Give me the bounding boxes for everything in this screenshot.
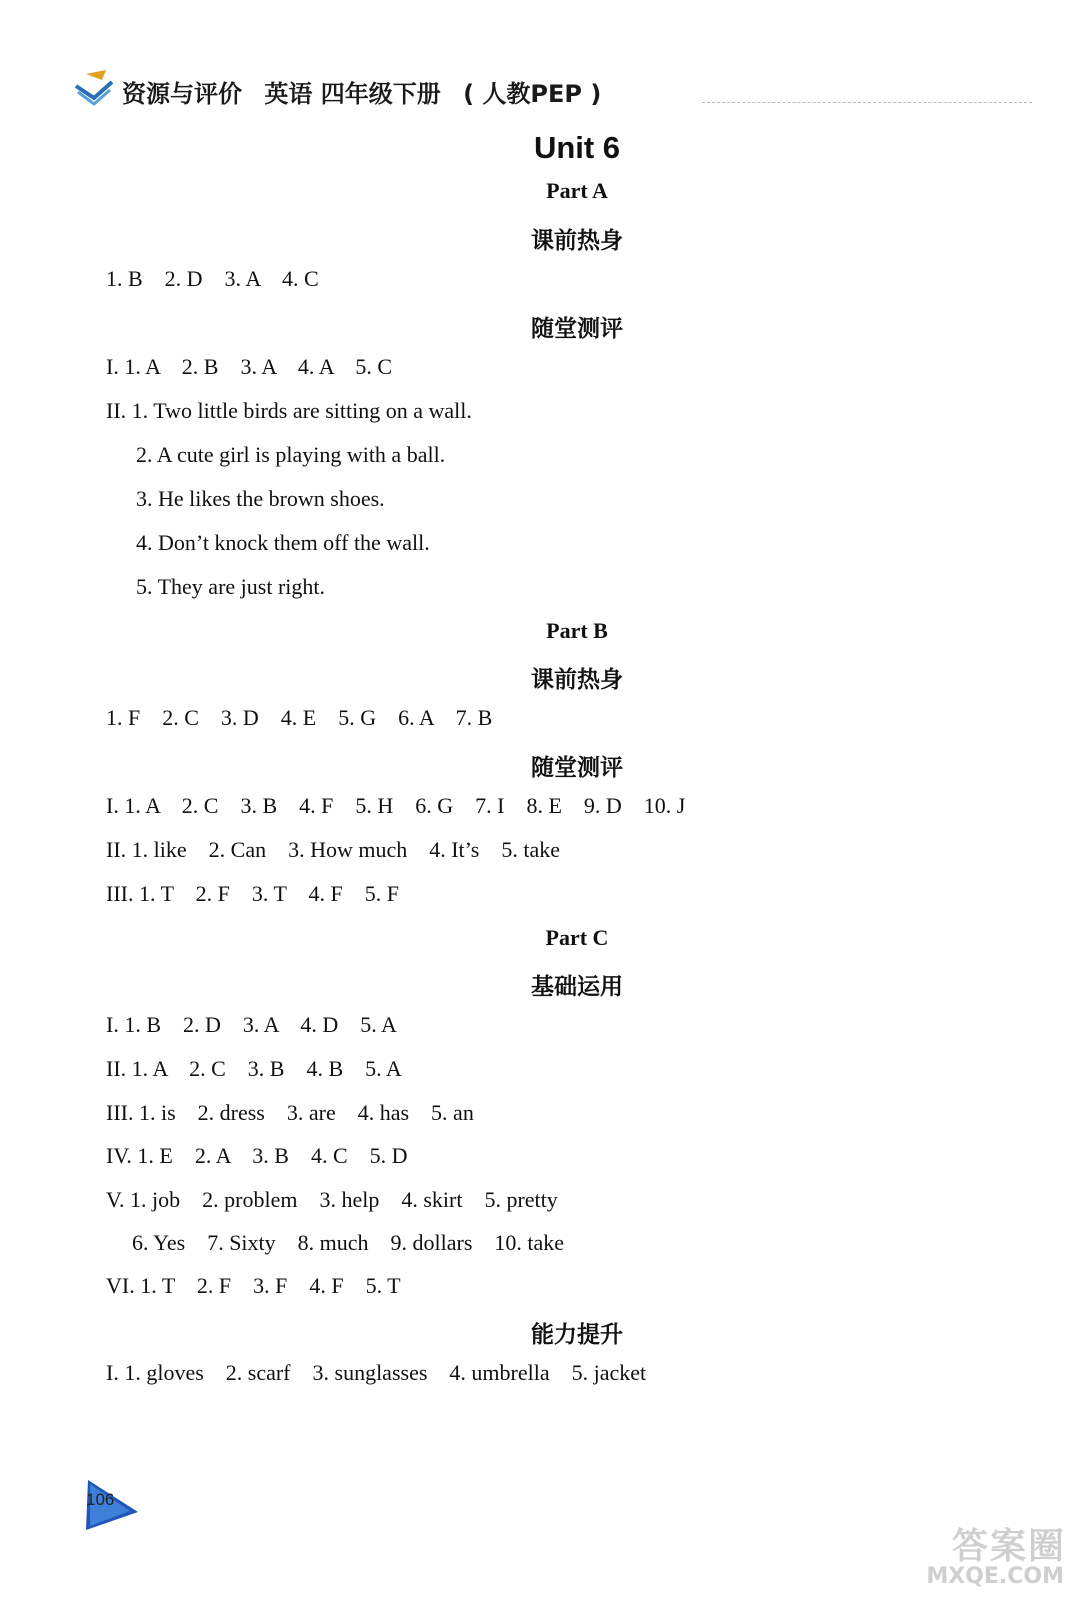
page-number-badge <box>82 1478 142 1534</box>
header-book: 资源与评价 <box>122 80 242 108</box>
part-a-test-ii-3: 3. He likes the brown shoes. <box>136 486 385 511</box>
header-subject: 英语 四年级下册 <box>264 80 441 108</box>
part-b-warmup-title: 课前热身 <box>531 667 623 693</box>
part-a-test-i: I. 1. A 2. B 3. A 4. A 5. C <box>106 354 393 379</box>
part-a-test-ii-5: 5. They are just right. <box>136 574 325 599</box>
part-c-i: I. 1. B 2. D 3. A 4. D 5. A <box>106 1012 397 1037</box>
part-c-v-1: V. 1. job 2. problem 3. help 4. skirt 5. pretty <box>106 1187 558 1212</box>
part-a-test-ii-4: 4. Don’t knock them off the wall. <box>136 530 430 555</box>
part-c-v-2: 6. Yes 7. Sixty 8. much 9. dollars 10. take <box>132 1230 565 1255</box>
watermark-logo: 答案圈 <box>951 1526 1066 1567</box>
part-c-ability-i: I. 1. gloves 2. scarf 3. sunglasses 4. umbrella 5. jacket <box>106 1360 647 1385</box>
part-a-warmup-answers: 1. B 2. D 3. A 4. C <box>106 266 319 291</box>
part-c-title: Part C <box>545 925 609 950</box>
watermark-url: MXQE.COM <box>926 1564 1064 1589</box>
part-b-title: Part B <box>546 618 608 643</box>
part-c-basic-title: 基础运用 <box>531 974 623 1000</box>
part-a-test-title: 随堂测评 <box>531 316 623 342</box>
header-edition: ( 人教PEP ) <box>463 80 602 108</box>
part-b-test-title: 随堂测评 <box>531 755 623 781</box>
part-a-title: Part A <box>546 178 608 203</box>
part-a-warmup-title: 课前热身 <box>531 228 623 254</box>
header-rule <box>702 102 1032 103</box>
part-c-vi: VI. 1. T 2. F 3. F 4. F 5. T <box>106 1273 401 1298</box>
part-c-iv: IV. 1. E 2. A 3. B 4. C 5. D <box>106 1143 408 1168</box>
book-logo-icon <box>72 68 116 108</box>
page-header <box>72 68 1032 112</box>
part-c-ability-title: 能力提升 <box>531 1322 623 1348</box>
part-b-test-ii: II. 1. like 2. Can 3. How much 4. It’s 5. take <box>106 837 560 862</box>
part-b-test-iii: III. 1. T 2. F 3. T 4. F 5. F <box>106 881 399 906</box>
page-number: 106 <box>86 1490 115 1509</box>
unit-title: Unit 6 <box>533 130 621 165</box>
part-c-iii: III. 1. is 2. dress 3. are 4. has 5. an <box>106 1100 474 1125</box>
part-a-test-ii-1: II. 1. Two little birds are sitting on a wall. <box>106 398 472 423</box>
header-title <box>122 74 615 109</box>
watermark <box>902 1518 1072 1594</box>
part-b-warmup-answers: 1. F 2. C 3. D 4. E 5. G 6. A 7. B <box>106 705 493 730</box>
part-c-ii: II. 1. A 2. C 3. B 4. B 5. A <box>106 1056 402 1081</box>
part-a-test-ii-2: 2. A cute girl is playing with a ball. <box>136 442 446 467</box>
part-b-test-i: I. 1. A 2. C 3. B 4. F 5. H 6. G 7. I 8. E 9. D 10. J <box>106 793 686 818</box>
